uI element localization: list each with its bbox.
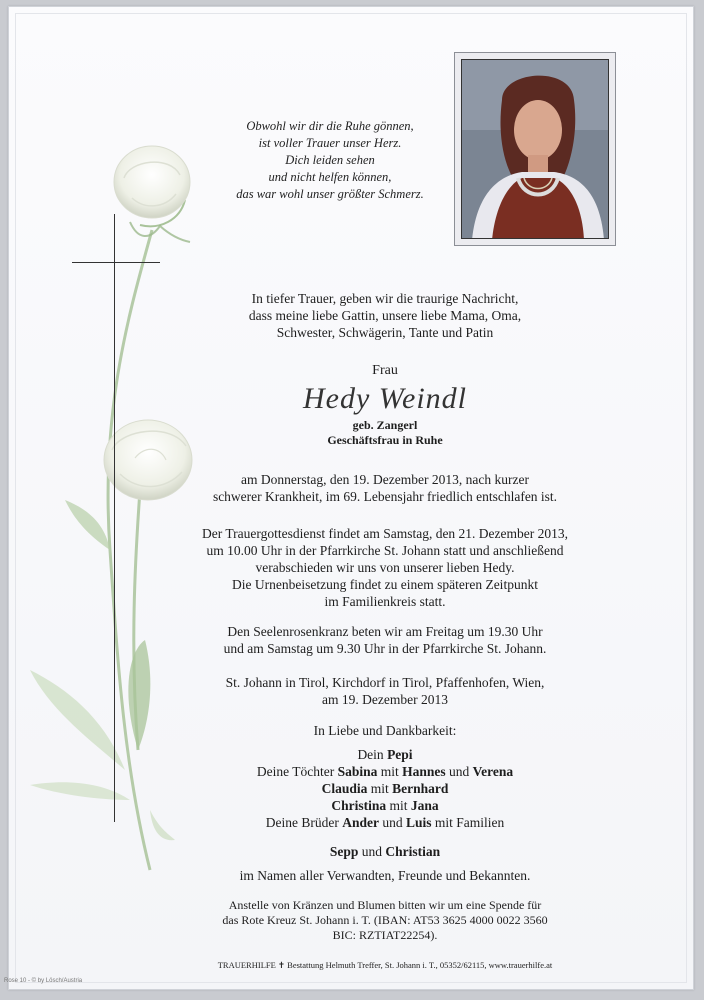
rosary-notice	[150, 623, 620, 657]
poem	[210, 118, 450, 203]
poem-line: Obwohl wir dir die Ruhe gönnen,	[246, 119, 414, 133]
service-line: Der Trauergottesdienst findet am Samstag, den 21. Dezember 2013,	[201, 526, 569, 541]
intro-line: dass meine liebe Gattin, unsere liebe Mama, Oma,	[248, 308, 522, 323]
intro-text	[150, 290, 620, 341]
death-notice	[150, 471, 620, 505]
salutation: Frau	[372, 363, 398, 378]
family-line	[150, 797, 620, 814]
donation-note	[150, 898, 620, 943]
family-text: mit Familien	[431, 815, 505, 830]
love-line: In Liebe und Dankbarkeit:	[313, 723, 457, 738]
funeral-service	[150, 525, 620, 610]
family-text: mit	[386, 798, 411, 813]
family-line	[150, 843, 620, 860]
poem-line: Dich leiden sehen	[285, 153, 375, 167]
family-line-extra	[150, 843, 620, 860]
poem-line: ist voller Trauer unser Herz.	[258, 136, 402, 150]
date-line: am 19. Dezember 2013	[322, 692, 448, 707]
cross-horizontal	[72, 262, 160, 263]
portrait-illustration	[462, 60, 609, 239]
family-line	[150, 746, 620, 763]
portrait-frame	[454, 52, 616, 246]
family-name: Pepi	[387, 747, 413, 762]
donation-line: BIC: RZTIAT22254).	[332, 928, 438, 942]
death-line: am Donnerstag, den 19. Dezember 2013, nach kurzer	[241, 472, 529, 487]
family-text: und	[445, 764, 473, 779]
family-name: Ander	[342, 815, 379, 830]
place-date	[150, 674, 620, 708]
family-line	[150, 814, 620, 831]
family-text: und	[378, 815, 406, 830]
rosary-line: und am Samstag um 9.30 Uhr in der Pfarrkirche St. Johann.	[223, 641, 547, 656]
family-text: Dein	[357, 747, 388, 762]
family-name: Bernhard	[392, 781, 449, 796]
family-text: und	[358, 844, 386, 859]
deceased-name: Hedy Weindl	[302, 382, 468, 415]
family-line	[150, 780, 620, 797]
poem-line: das war wohl unser größter Schmerz.	[236, 187, 424, 201]
place-line: St. Johann in Tirol, Kirchdorf in Tirol, Pfaffenhofen, Wien,	[225, 675, 545, 690]
family-name: Hannes	[402, 764, 446, 779]
family-text: Deine Töchter	[256, 764, 338, 779]
family-text: mit	[377, 764, 403, 779]
cross-vertical	[114, 214, 115, 822]
death-line: schwerer Krankheit, im 69. Lebensjahr friedlich entschlafen ist.	[212, 489, 558, 504]
family-name: Luis	[405, 815, 432, 830]
family-text: Deine Brüder	[265, 815, 343, 830]
family-name: Jana	[410, 798, 439, 813]
intro-line: Schwester, Schwägerin, Tante und Patin	[276, 325, 494, 340]
rosary-line: Den Seelenrosenkranz beten wir am Freitag um 19.30 Uhr	[227, 624, 543, 639]
donation-line: Anstelle von Kränzen und Blumen bitten wir um eine Spende für	[228, 898, 542, 912]
family-name: Sabina	[337, 764, 378, 779]
family-line	[150, 763, 620, 780]
family-name: Christina	[331, 798, 387, 813]
occupation: Geschäftsfrau in Ruhe	[327, 433, 443, 447]
donation-line: das Rote Kreuz St. Johann i. T. (IBAN: AT53 3625 4000 0022 3560	[222, 913, 548, 927]
maiden-name: geb. Zangerl	[352, 418, 418, 432]
poem-line: und nicht helfen können,	[268, 170, 392, 184]
name-details	[150, 418, 620, 448]
family-name: Sepp	[329, 844, 359, 859]
relatives-line: im Namen aller Verwandten, Freunde und Bekannten.	[239, 868, 531, 883]
portrait-photo	[461, 59, 609, 239]
family-name: Christian	[385, 844, 441, 859]
family-text: mit	[367, 781, 393, 796]
family-name: Claudia	[321, 781, 368, 796]
family-list	[150, 746, 620, 831]
copyright-note: Rose 10 - © by Lösch/Austria	[4, 978, 83, 984]
intro-line: In tiefer Trauer, geben wir die traurige Nachricht,	[251, 291, 519, 306]
service-line: Die Urnenbeisetzung findet zu einem späteren Zeitpunkt	[232, 577, 538, 592]
undertaker-footer: TRAUERHILFE ✝ Bestattung Helmuth Treffer, St. Johann i. T., 05352/62115, www.trauerhilfe.at	[217, 960, 553, 970]
service-line: verabschieden wir uns von unserer lieben Hedy.	[255, 560, 515, 575]
family-name: Verena	[472, 764, 514, 779]
service-line: im Familienkreis statt.	[324, 594, 446, 609]
service-line: um 10.00 Uhr in der Pfarrkirche St. Johann statt und anschließend	[206, 543, 564, 558]
